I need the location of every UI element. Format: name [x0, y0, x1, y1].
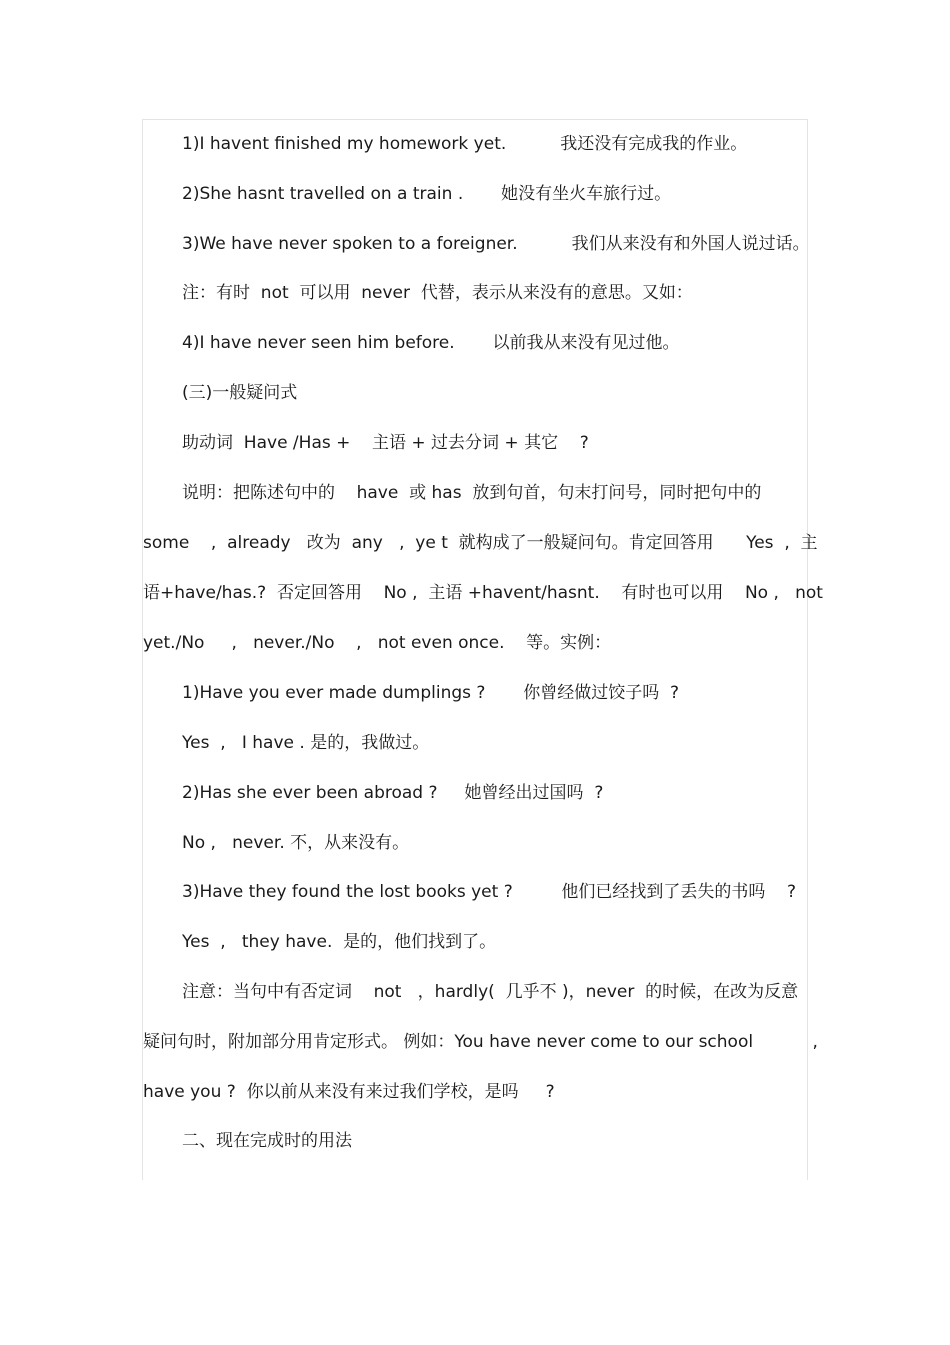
section-heading-question-form: (三)一般疑问式 [182, 383, 298, 403]
answer-example-1: Yes , I have . 是的，我做过。 [182, 733, 430, 753]
example-line-3: 3)We have never spoken to a foreigner. 我们从来没有和外国人说过话。 [182, 234, 810, 254]
question-example-1: 1)Have you ever made dumplings ? 你曾经做过饺子吗 ? [182, 683, 680, 703]
example-line-1: 1)I havent finished my homework yet. 我还没有完成我的作业。 [182, 134, 748, 154]
attention-line-3: have you ? 你以前从来没有来过我们学校，是吗 ? [143, 1082, 555, 1102]
explanation-line-3: 语+have/has.? 否定回答用 No , 主语 +havent/hasnt. 有时也可以用 No , not [143, 583, 823, 603]
explanation-line-4: yet./No , never./No , not even once. 等。实例： [143, 633, 612, 653]
example-line-4: 4)I have never seen him before. 以前我从来没有见过他。 [182, 333, 680, 353]
question-example-2: 2)Has she ever been abroad ? 她曾经出过国吗 ? [182, 783, 604, 803]
example-line-2: 2)She hasnt travelled on a train . 她没有坐火车旅行过。 [182, 184, 672, 204]
answer-example-3: Yes , they have. 是的，他们找到了。 [182, 932, 497, 952]
answer-example-2: No , never. 不，从来没有。 [182, 833, 410, 853]
note-line: 注：有时 not 可以用 never 代替，表示从来没有的意思。又如： [182, 283, 693, 303]
formula-line: 助动词 Have /Has + 主语 + 过去分词 + 其它 ? [182, 433, 589, 453]
section-heading-usage: 二、现在完成时的用法 [182, 1131, 352, 1151]
explanation-line-2: some , already 改为 any , ye t 就构成了一般疑问句。肯定回答用 Yes , 主 [143, 533, 818, 553]
explanation-line-1: 说明：把陈述句中的 have 或 has 放到句首，句末打问号，同时把句中的 [182, 483, 762, 503]
attention-line-1: 注意：当句中有否定词 not ，hardly( 几乎不 )，never 的时候，在改为反意 [182, 982, 799, 1002]
attention-line-2: 疑问句时，附加部分用肯定形式。 例如：You have never come to our school , [143, 1032, 818, 1052]
question-example-3: 3)Have they found the lost books yet ? 他们已经找到了丢失的书吗 ? [182, 882, 796, 902]
